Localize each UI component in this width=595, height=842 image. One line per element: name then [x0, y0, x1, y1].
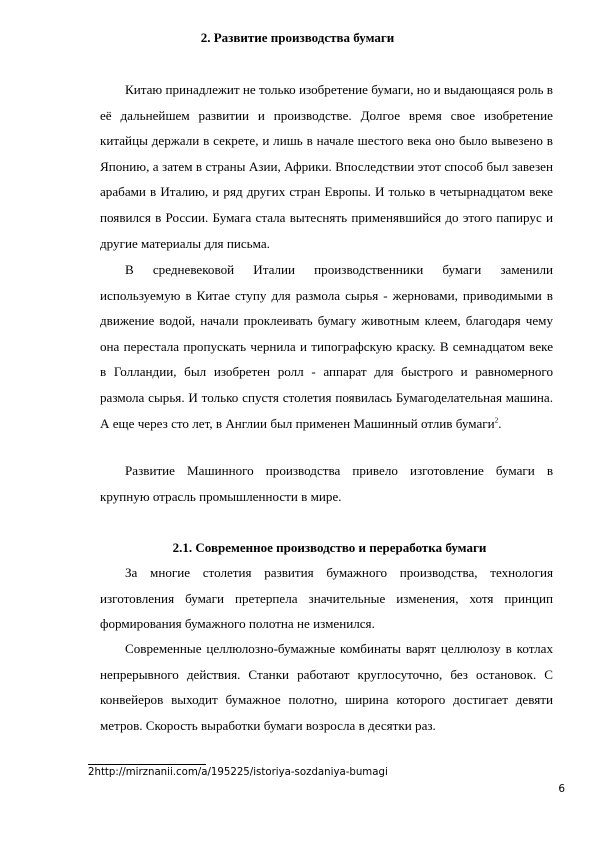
paragraph-china: Китаю принадлежит не только изобретение бумаги, но и выдающаяся роль в её дальнейшем развитии и производстве. Долгое время свое изобретение китайцы держали в секрете, и лишь в начале шестого века оно было вывезено в Японию, а затем в страны Азии, Африки. Впоследствии этот способ был завезен арабами в Италию, и ряд других стран Европы. И только в четырнадцатом веке появился в России. Бумага стала вытеснять применявшийся до этого папирус и другие материалы для письма. [100, 82, 553, 251]
footnote-separator [88, 764, 206, 765]
subsection-heading: 2.1. Современное производство и переработка бумаги [172, 540, 487, 555]
page-number: 6 [558, 783, 565, 795]
footnote-link[interactable]: 2http://mirznanii.com/a/195225/istoriya-sozdaniya-bumagi [88, 767, 388, 778]
footnote-reference[interactable]: 2 [494, 416, 499, 425]
paragraph-italy [100, 257, 553, 436]
paragraph-machine-production: Развитие Машинного производства привело изготовление бумаги в крупную отрасль промышленности в мире. [100, 463, 553, 504]
paragraph-italy-end: . [498, 415, 502, 431]
paragraph-italy-text: В средневековой Италии производственники бумаги заменили используемую в Китае ступу для размола сырья - жерновами, приводимыми в движение водой, начали проклеивать бумагу животным клеем, благодаря чему она перестала пропускать чернила и типографскую краску. В семнадцатом веке в Голландии, был изобретен ролл - аппарат для быстрого и равномерного размола сырья. И только спустя столетия появилась Бумагоделательная машина. А еще через сто лет, в Англии был применен Машинный отлив бумаги [100, 262, 553, 431]
section-heading: 2. Развитие производства бумаги [200, 30, 395, 45]
paragraph-technology: За многие столетия развития бумажного производства, технология изготовления бумаги претерпела значительные изменения, хотя принцип формирования бумажного полотна не изменился. [100, 565, 553, 632]
paragraph-modern-mills: Современные целлюлозно-бумажные комбинаты варят целлюлозу в котлах непрерывного действия. Станки работают круглосуточно, без остановок. С конвейеров выходит бумажное полотно, ширина которого достигает девяти метров. Скорость выработки бумаги возросла в десятки раз. [100, 641, 553, 733]
